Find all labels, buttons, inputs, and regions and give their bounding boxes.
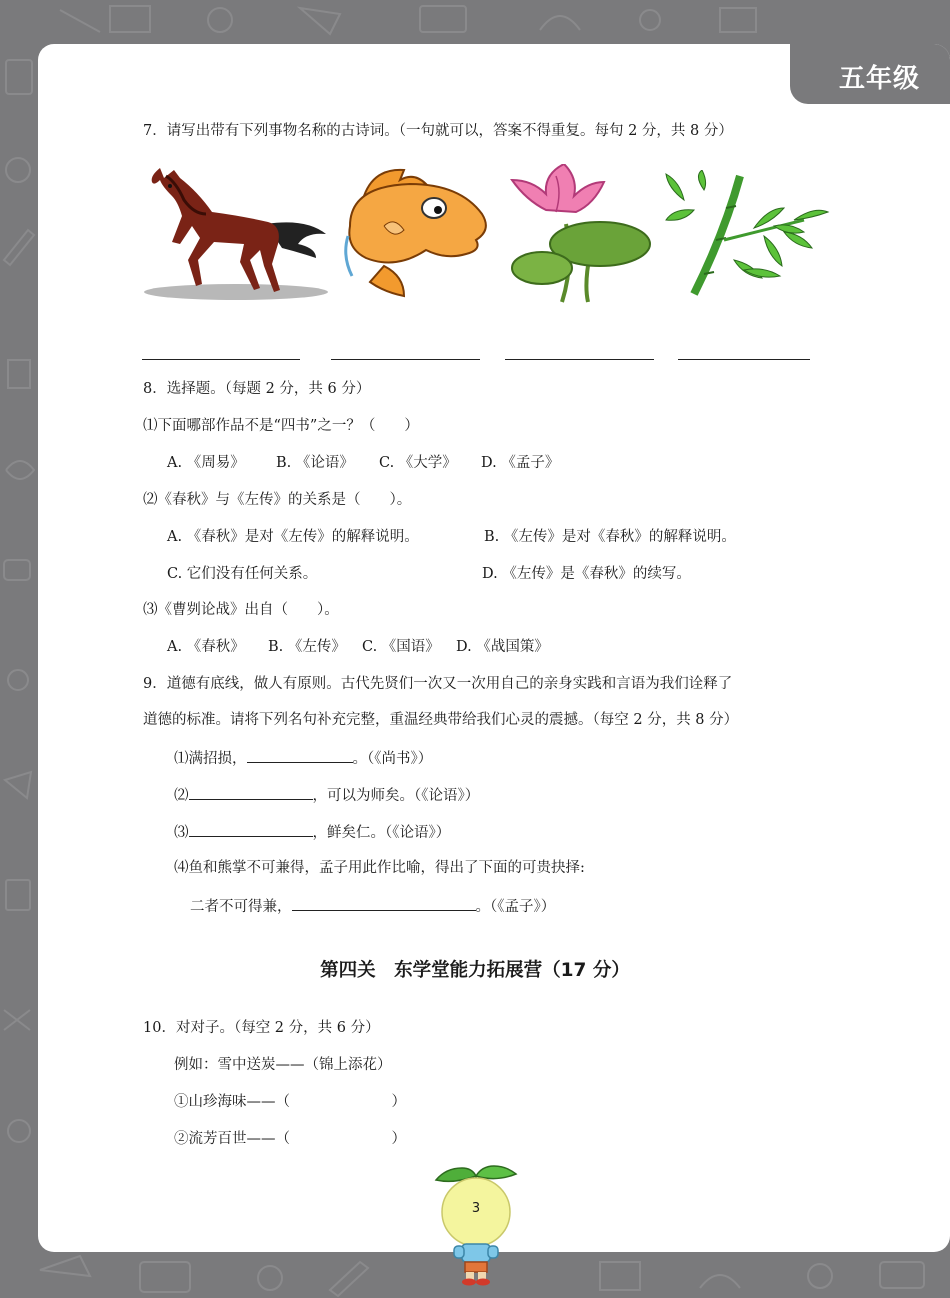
q8-sub2-option-a: A. 《春秋》是对《左传》的解释说明。 <box>167 529 419 545</box>
q9-item-3 <box>174 822 450 842</box>
q7-answer-line-3[interactable] <box>505 359 654 360</box>
q9-prompt-line-2: 道德的标准。请将下列名句补充完整，重温经典带给我们心灵的震撼。（每空 2 分，共 8 分） <box>143 712 739 728</box>
lotus-icon <box>506 164 652 304</box>
q8-sub2-option-b: B. 《左传》是对《春秋》的解释说明。 <box>484 529 736 545</box>
q8-prompt: 8．选择题。（每题 2 分，共 6 分） <box>143 381 371 397</box>
bamboo-icon <box>664 170 832 298</box>
q8-sub1: ⑴下面哪部作品不是“四书”之一？（ ） <box>143 418 419 434</box>
q9-item-2 <box>174 785 479 805</box>
q10-prompt: 10．对对子。（每空 2 分，共 6 分） <box>143 1020 380 1036</box>
sprout-mascot <box>432 1162 520 1286</box>
q7-answer-line-4[interactable] <box>678 359 810 360</box>
q10-item-2: ②流芳百世——（ ） <box>174 1131 406 1147</box>
page-number: 3 <box>471 1201 481 1216</box>
q9-item-4: ⑷鱼和熊掌不可兼得，孟子用此作比喻，得出了下面的可贵抉择: <box>174 860 585 876</box>
q10-item-1: ①山珍海味——（ ） <box>174 1094 406 1110</box>
fish-icon <box>344 166 492 301</box>
q7-answer-line-2[interactable] <box>331 359 480 360</box>
q8-sub1-option-d: D. 《孟子》 <box>481 455 560 471</box>
q9-item-4-line-2 <box>190 896 555 916</box>
q9-item-1-blank[interactable] <box>247 748 353 763</box>
q8-sub1-option-c: C. 《大学》 <box>379 455 457 471</box>
q9-item-4-blank[interactable] <box>292 896 476 911</box>
q9-item-2-suffix: ，可以为师矣。（《论语》） <box>312 788 480 804</box>
q9-item-3-prefix: ⑶ <box>174 825 189 841</box>
q9-item-4-prefix: 二者不可得兼， <box>190 899 292 915</box>
q9-item-1-prefix: ⑴满招损， <box>174 751 247 767</box>
q9-item-1 <box>174 748 432 768</box>
q8-sub3-option-d: D. 《战国策》 <box>456 639 549 655</box>
q9-item-3-suffix: ，鲜矣仁。（《论语》） <box>312 825 451 841</box>
q9-item-4-suffix: 。（《孟子》） <box>475 899 556 915</box>
q8-sub2-option-c: C. 它们没有任何关系。 <box>167 566 318 582</box>
q9-item-2-blank[interactable] <box>189 785 313 800</box>
grade-label: 五年级 <box>838 64 920 94</box>
q9-item-1-suffix: 。（《尚书》） <box>352 751 433 767</box>
q8-sub1-option-b: B. 《论语》 <box>276 455 354 471</box>
horse-icon <box>136 168 336 303</box>
q7-prompt: 7．请写出带有下列事物名称的古诗词。（一句就可以，答案不得重复。每句 2 分，共 8 分） <box>143 123 733 139</box>
q8-sub3-option-a: A. 《春秋》 <box>167 639 245 655</box>
q7-answer-line-1[interactable] <box>142 359 300 360</box>
q9-prompt-line-1: 9．道德有底线，做人有原则。古代先贤们一次又一次用自己的亲身实践和言语为我们诠释了 <box>143 676 733 692</box>
q10-example: 例如：雪中送炭——（锦上添花） <box>174 1057 392 1073</box>
q8-sub2-option-d: D. 《左传》是《春秋》的续写。 <box>482 566 691 582</box>
q8-sub1-option-a: A. 《周易》 <box>167 455 245 471</box>
grade-tab <box>790 44 950 104</box>
section-4-title: 第四关 东学堂能力拓展营（17 分） <box>320 960 630 981</box>
q8-sub3-option-b: B. 《左传》 <box>268 639 346 655</box>
q8-sub2: ⑵《春秋》与《左传》的关系是（ ）。 <box>143 492 412 508</box>
q8-sub3: ⑶《曹刿论战》出自（ ）。 <box>143 602 339 618</box>
q8-sub3-option-c: C. 《国语》 <box>362 639 440 655</box>
q9-item-2-prefix: ⑵ <box>174 788 189 804</box>
q9-item-3-blank[interactable] <box>189 822 313 837</box>
